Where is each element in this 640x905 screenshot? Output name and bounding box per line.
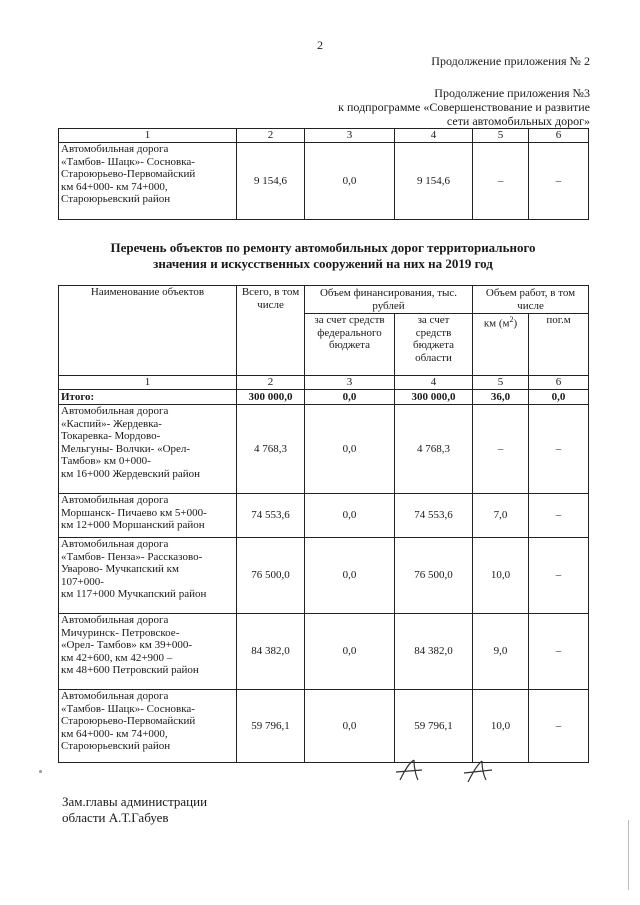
object-name	[59, 538, 237, 614]
heading-line-2: значения и искусственных сооружений на них на 2019 год	[153, 256, 493, 271]
name-line: Автомобильная дорога	[61, 143, 169, 155]
total-value: 9 154,6	[237, 143, 305, 220]
col-num: 1	[59, 129, 237, 143]
appendix-2-continuation: Продолжение приложения № 2	[431, 54, 590, 68]
header-regional	[395, 314, 473, 376]
pogm-value: –	[529, 538, 589, 614]
col-num: 5	[473, 129, 529, 143]
col-num: 1	[59, 376, 237, 390]
total-row	[59, 390, 589, 405]
total-value: 4 768,3	[237, 405, 305, 494]
header-federal-line: федерального	[317, 326, 382, 339]
header-km-sup: 2	[509, 315, 514, 324]
object-name	[59, 690, 237, 763]
federal-value: 0,0	[305, 405, 395, 494]
name-line: Автомобильная дорога	[61, 494, 169, 506]
object-name	[59, 143, 237, 220]
header-km-text: км (м	[483, 317, 510, 330]
name-line: км 16+000 Жердевский район	[61, 467, 201, 480]
header-financing-line: Объем финансирования, тыс.	[319, 286, 458, 299]
regional-value: 74 553,6	[395, 494, 473, 538]
table-row	[59, 614, 589, 690]
federal-value: 0,0	[305, 690, 395, 763]
header-km	[473, 314, 529, 376]
header-federal	[305, 314, 395, 376]
pogm-value: –	[529, 494, 589, 538]
objects-table	[58, 285, 589, 763]
km-value: 10,0	[473, 538, 529, 614]
federal-value: 0,0	[305, 143, 395, 220]
heading-line-1: Перечень объектов по ремонту автомобильных дорог территориального	[110, 240, 536, 255]
column-number-row	[59, 129, 589, 143]
header-regional-line: средств	[415, 326, 452, 339]
pogm-value: –	[529, 405, 589, 494]
header-regional-line: бюджета	[412, 339, 454, 352]
header-federal-line: бюджета	[328, 339, 370, 352]
appendix-3-continuation	[338, 86, 590, 128]
header-financing-line: рублей	[372, 299, 405, 312]
name-line: Староюрьевский район	[61, 193, 171, 206]
total-value: 84 382,0	[237, 614, 305, 690]
name-line: Токаревка- Мордово-	[61, 430, 161, 443]
name-line: Староюрьевский район	[61, 740, 171, 753]
list-heading	[58, 240, 588, 272]
total-value: 59 796,1	[237, 690, 305, 763]
handwritten-initials-icon	[392, 758, 502, 786]
name-line: Староюрьево-Первомайский	[61, 168, 196, 181]
name-line: «Каспий»- Жердевка-	[61, 417, 162, 430]
total-value: 76 500,0	[237, 538, 305, 614]
federal-value: 0,0	[305, 390, 395, 405]
header-name: Наименование объектов	[59, 286, 237, 376]
name-line: Староюрьево-Первомайский	[61, 715, 196, 728]
regional-value: 59 796,1	[395, 690, 473, 763]
col-num: 6	[529, 129, 589, 143]
name-line: км 12+000 Моршанский район	[61, 519, 205, 532]
regional-value: 300 000,0	[395, 390, 473, 405]
table-row	[59, 538, 589, 614]
table-row	[59, 405, 589, 494]
km-value: –	[473, 405, 529, 494]
col-num: 6	[529, 376, 589, 390]
header-work	[473, 286, 589, 314]
signature-name: области А.Т.Габуев	[62, 810, 169, 825]
table-row	[59, 690, 589, 763]
object-name	[59, 405, 237, 494]
name-line: Автомобильная дорога	[61, 405, 169, 417]
name-line: 107+000-	[61, 575, 104, 588]
regional-value: 76 500,0	[395, 538, 473, 614]
object-name	[59, 494, 237, 538]
col-num: 5	[473, 376, 529, 390]
name-line: Мельгуны- Волчки- «Орел-	[61, 442, 191, 455]
name-line: Автомобильная дорога	[61, 538, 169, 550]
pogm-value: –	[529, 614, 589, 690]
col-num: 2	[237, 376, 305, 390]
appendix-3-line-2: к подпрограмме «Совершенствование и развитие	[338, 100, 590, 114]
name-line: Автомобильная дорога	[61, 690, 169, 702]
km-value: 10,0	[473, 690, 529, 763]
km-value: 36,0	[473, 390, 529, 405]
name-line: Автомобильная дорога	[61, 614, 169, 626]
km-value: 9,0	[473, 614, 529, 690]
name-line: «Орел- Тамбов» км 39+000-	[61, 639, 192, 652]
scan-speck	[39, 770, 42, 773]
km-value: 7,0	[473, 494, 529, 538]
header-federal-line: за счет средств	[314, 314, 385, 326]
column-number-row	[59, 376, 589, 390]
continuation-table	[58, 128, 589, 220]
signature-position: Зам.главы администрации	[62, 794, 208, 809]
col-num: 3	[305, 129, 395, 143]
federal-value: 0,0	[305, 494, 395, 538]
header-pogm: пог.м	[529, 314, 589, 376]
name-line: км 64+000- км 74+000,	[61, 180, 168, 193]
table-row	[59, 143, 589, 220]
col-num: 4	[395, 376, 473, 390]
header-work-line: числе	[517, 299, 544, 312]
name-line: км 117+000 Мучкапский район	[61, 588, 207, 601]
name-line: «Тамбов- Пенза»- Рассказово-	[61, 550, 203, 563]
regional-value: 4 768,3	[395, 405, 473, 494]
pogm-value: –	[529, 690, 589, 763]
name-line: Уварово- Мучкапский км	[61, 563, 179, 576]
total-value: 74 553,6	[237, 494, 305, 538]
scan-edge-line	[628, 820, 629, 890]
header-total-line: числе	[257, 298, 284, 311]
name-line: км 42+600, км 42+900 –	[61, 651, 173, 664]
name-line: км 48+600 Петровский район	[61, 664, 199, 677]
name-line: Мичуринск- Петровское-	[61, 626, 180, 639]
header-total-line: Всего, в том	[241, 286, 300, 298]
header-regional-line: за счет	[417, 314, 450, 326]
header-km-close: )	[513, 317, 518, 330]
appendix-3-line-1: Продолжение приложения №3	[434, 86, 590, 100]
signature-block	[62, 794, 207, 826]
header-work-line: Объем работ, в том	[485, 286, 576, 299]
name-line: Моршанск- Пичаево км 5+000-	[61, 506, 207, 519]
col-num: 3	[305, 376, 395, 390]
header-regional-line: области	[415, 351, 452, 364]
header-row-1	[59, 286, 589, 314]
name-line: Тамбов» км 0+000-	[61, 455, 151, 468]
federal-value: 0,0	[305, 614, 395, 690]
table-row	[59, 494, 589, 538]
col-num: 4	[395, 129, 473, 143]
appendix-3-line-3: сети автомобильных дорог»	[446, 114, 590, 128]
total-label: Итого:	[59, 390, 237, 405]
regional-value: 84 382,0	[395, 614, 473, 690]
name-line: км 64+000- км 74+000,	[61, 727, 168, 740]
km-value: –	[473, 143, 529, 220]
page-number: 2	[317, 38, 323, 52]
header-total	[237, 286, 305, 376]
pogm-value: –	[529, 143, 589, 220]
col-num: 2	[237, 129, 305, 143]
header-financing	[305, 286, 473, 314]
total-value: 300 000,0	[237, 390, 305, 405]
pogm-value: 0,0	[529, 390, 589, 405]
name-line: «Тамбов- Шацк»- Сосновка-	[61, 155, 195, 168]
federal-value: 0,0	[305, 538, 395, 614]
name-line: «Тамбов- Шацк»- Сосновка-	[61, 702, 195, 715]
regional-value: 9 154,6	[395, 143, 473, 220]
object-name	[59, 614, 237, 690]
